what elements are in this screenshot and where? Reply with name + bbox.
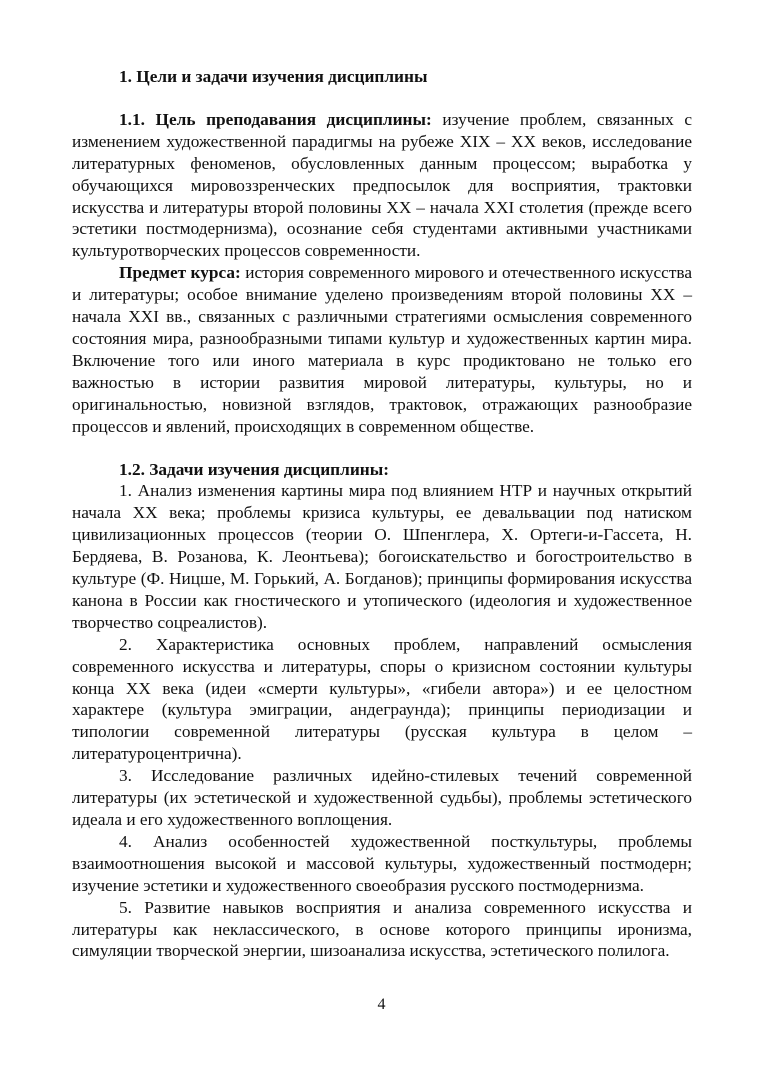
page-content [72,66,692,962]
goal-text: изучение проблем, связанных с изменением художественной парадигмы на рубеже XIX – XX веков, исследование литературных феноменов, обусловленных данным процессом; выработка у обучающихся мировоззренческих предпосылок для восприятия, трактовки искусства и литературы второй половины XX – начала XXI столетия (прежде всего эстетики постмодернизма), осознание себя студентами активными участниками культуротворческих процессов современности. [72,109,692,261]
subject-lead: Предмет курса: [119,263,241,283]
tasks-title: 1.2. Задачи изучения дисциплины: [119,459,389,479]
section-title: 1. Цели и задачи изучения дисциплины [119,67,428,86]
subject-text: история современного мирового и отечественного искусства и литературы; особое внимание уделено произведениям второй половины XX – начала XXI вв., связанных с различными стратегиями осмысления современного состояния мира, разнообразными типами культур и художественных картин мира. Включение того или иного материала в курс продиктовано не только его важностью в истории развития мировой литературы, культуры, но и оригинальностью, новизной взглядов, трактовок, отражающих разнообразие процессов и явлений, происходящих в современном обществе. [72,263,693,436]
task-item-5: 5. Развитие навыков восприятия и анализа современного искусства и литературы как неклассического, в основе которого принципы иронизма, симуляции творческой энергии, шизоанализа искусства, эстетического полилога. [72,897,692,961]
task-item-2: 2. Характеристика основных проблем, направлений осмысления современного искусства и литературы, споры о кризисном состоянии культуры конца XX века (идеи «смерти культуры», «гибели автора») и ее целостном характере (культура эмиграции, андеграунда); принципы периодизации и типологии современной литературы (русская культура в целом – литературоцентрична). [72,634,692,764]
task-item-1: 1. Анализ изменения картины мира под влиянием НТР и научных открытий начала XX века; проблемы кризиса культуры, ее девальвации под натиском цивилизационных процессов (теории О. Шпенглера, Х. Ортеги-и-Гассета, Н. Бердяева, В. Розанова, К. Леонтьева); богоискательство и богостроительство в культуре (Ф. Ницше, М. Горький, А. Богданов); принципы формирования искусства канона в России как гностического и утопического (идеология и художественное творчество соцреалистов). [72,481,692,632]
task-item-3: 3. Исследование различных идейно-стилевых течений современной литературы (их эстетической и художественной судьбы), проблемы эстетического идеала и его художественного воплощения. [72,766,692,829]
subject-paragraph [72,262,692,437]
page-number: 4 [377,996,386,1013]
spacer [72,438,692,459]
goal-paragraph [72,109,692,262]
task-item-4: 4. Анализ особенностей художественной посткультуры, проблемы взаимоотношения высокой и массовой культуры, художественный постмодерн; изучение эстетики и художественного своеобразия русского постмодернизма. [72,831,692,895]
goal-lead: 1.1. Цель преподавания дисциплины: [119,109,432,129]
